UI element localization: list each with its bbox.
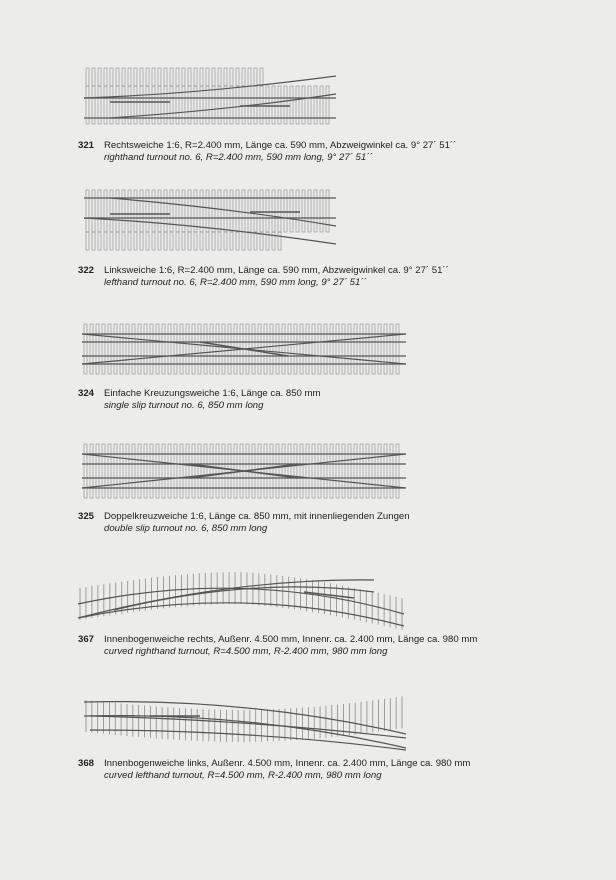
sleeper [134, 68, 137, 86]
sleeper [330, 324, 333, 374]
sleeper [138, 444, 141, 498]
rail [84, 716, 406, 748]
sleeper [194, 232, 197, 250]
sleeper [264, 324, 267, 374]
sleeper [242, 68, 245, 86]
sleeper [348, 444, 351, 498]
sleeper [384, 324, 387, 374]
sleeper [342, 444, 345, 498]
item-number: 322 [78, 265, 95, 276]
item-number: 368 [78, 758, 95, 769]
sleeper [114, 324, 117, 374]
caption-367 [78, 634, 477, 658]
sleeper [236, 68, 239, 86]
sleeper [282, 444, 285, 498]
sleeper [324, 444, 327, 498]
sleeper [276, 324, 279, 374]
sleeper [126, 444, 129, 498]
curved-right-turnout-icon [74, 570, 410, 630]
sleeper [320, 190, 323, 232]
sleeper [236, 232, 239, 250]
german-description: Innenbogenweiche links, Außenr. 4.500 mm, Innenr. ca. 2.400 mm, Länge ca. 980 mm [104, 758, 471, 769]
german-description: Rechtsweiche 1:6, R=2.400 mm, Länge ca. 590 mm, Abzweigwinkel ca. 9° 27´ 51´´ [104, 140, 457, 151]
sleeper [372, 324, 375, 374]
sleeper [234, 444, 237, 498]
sleeper [348, 324, 351, 374]
sleeper [264, 444, 267, 498]
sleeper [86, 190, 89, 232]
sleeper [116, 232, 119, 250]
sleeper [98, 68, 101, 86]
sleeper [132, 444, 135, 498]
right-turnout-icon [80, 64, 340, 130]
sleeper [300, 324, 303, 374]
sleeper [200, 190, 203, 232]
sleeper [176, 68, 179, 86]
english-description: curved righthand turnout, R=4.500 mm, R-2.400 mm, 980 mm long [104, 646, 388, 657]
sleeper [158, 190, 161, 232]
sleeper [222, 444, 225, 498]
sleeper [260, 190, 263, 232]
sleeper [396, 444, 399, 498]
sleeper [86, 232, 89, 250]
sleeper [242, 232, 245, 250]
sleeper [140, 190, 143, 232]
sleeper [128, 190, 131, 232]
sleeper [218, 68, 221, 86]
sleeper [326, 190, 329, 232]
german-description: Einfache Kreuzungsweiche 1:6, Länge ca. 850 mm [104, 388, 321, 399]
sleeper [90, 324, 93, 374]
sleeper [92, 68, 95, 86]
sleeper [294, 444, 297, 498]
double-slip-icon [80, 438, 408, 504]
sleeper [90, 444, 93, 498]
sleeper [150, 444, 153, 498]
left-turnout-icon [80, 184, 340, 254]
german-description: Linksweiche 1:6, R=2.400 mm, Länge ca. 590 mm, Abzweigwinkel ca. 9° 27´ 51´´ [104, 265, 449, 276]
sleeper [260, 232, 263, 250]
sleeper [266, 190, 269, 232]
sleeper [102, 444, 105, 498]
sleeper [212, 232, 215, 250]
sleeper [252, 444, 255, 498]
sleeper [284, 190, 287, 232]
sleeper [366, 444, 369, 498]
sleeper [324, 324, 327, 374]
sleeper [258, 324, 261, 374]
sleeper [270, 444, 273, 498]
sleeper [198, 444, 201, 498]
sleeper [278, 190, 281, 232]
sleeper [252, 324, 255, 374]
sleeper [278, 232, 281, 250]
sleeper [140, 232, 143, 250]
sleeper [206, 190, 209, 232]
sleeper [342, 324, 345, 374]
english-description: righthand turnout no. 6, R=2.400 mm, 590 mm long, 9° 27´ 51´´ [104, 152, 373, 163]
sleeper [218, 232, 221, 250]
sleeper [212, 68, 215, 86]
sleeper [312, 444, 315, 498]
caption-324 [78, 388, 321, 412]
sleeper [110, 68, 113, 86]
sleeper [150, 324, 153, 374]
sleeper [146, 232, 149, 250]
sleeper [146, 68, 149, 86]
english-description: double slip turnout no. 6, 850 mm long [104, 523, 268, 534]
sleeper [308, 190, 311, 232]
sleeper [272, 190, 275, 232]
sleeper [98, 232, 101, 250]
sleeper [116, 68, 119, 86]
sleeper [108, 324, 111, 374]
sleeper [158, 232, 161, 250]
sleeper [134, 232, 137, 250]
sleeper [174, 324, 177, 374]
sleeper [204, 324, 207, 374]
sleeper [162, 324, 165, 374]
sleeper [200, 68, 203, 86]
item-number: 367 [78, 634, 95, 645]
sleeper [210, 324, 213, 374]
sleeper [300, 444, 303, 498]
caption-325 [78, 511, 410, 535]
sleeper [378, 444, 381, 498]
sleeper [228, 324, 231, 374]
sleeper [318, 324, 321, 374]
sleeper [254, 68, 257, 86]
sleeper [120, 324, 123, 374]
sleeper [98, 190, 101, 232]
sleeper [180, 444, 183, 498]
sleeper [330, 444, 333, 498]
single-slip-icon [80, 318, 408, 380]
sleeper [110, 190, 113, 232]
sleeper [164, 232, 167, 250]
sleeper [192, 324, 195, 374]
sleeper [200, 232, 203, 250]
caption-321 [78, 140, 456, 164]
sleeper [318, 444, 321, 498]
sleeper [384, 444, 387, 498]
sleeper [102, 324, 105, 374]
sleeper [164, 190, 167, 232]
sleeper [276, 444, 279, 498]
sleeper [126, 324, 129, 374]
sleeper [360, 444, 363, 498]
english-description: lefthand turnout no. 6, R=2.400 mm, 590 mm long, 9° 27´ 51´´ [104, 277, 367, 288]
sleeper [128, 68, 131, 86]
sleeper [282, 324, 285, 374]
sleeper [132, 324, 135, 374]
sleeper [396, 324, 399, 374]
sleeper [92, 190, 95, 232]
sleeper [306, 324, 309, 374]
sleeper [92, 232, 95, 250]
sleeper [270, 324, 273, 374]
sleeper [170, 190, 173, 232]
sleeper [248, 190, 251, 232]
sleeper [228, 444, 231, 498]
item-number: 325 [78, 511, 95, 522]
sleeper [168, 324, 171, 374]
sleeper [204, 444, 207, 498]
sleeper [170, 68, 173, 86]
sleeper [296, 190, 299, 232]
sleeper [188, 68, 191, 86]
english-description: single slip turnout no. 6, 850 mm long [104, 400, 264, 411]
sleeper [114, 444, 117, 498]
sleeper [152, 232, 155, 250]
sleeper [182, 68, 185, 86]
sleeper [156, 444, 159, 498]
sleeper [192, 444, 195, 498]
sleeper [336, 444, 339, 498]
sleeper [294, 324, 297, 374]
german-description: Doppelkreuzweiche 1:6, Länge ca. 850 mm, mit innenliegenden Zungen [104, 511, 410, 522]
sleeper [366, 324, 369, 374]
sleeper [372, 444, 375, 498]
sleeper [116, 190, 119, 232]
sleeper [222, 324, 225, 374]
sleeper [248, 232, 251, 250]
sleeper [164, 68, 167, 86]
sleeper [216, 324, 219, 374]
sleeper [354, 324, 357, 374]
sleeper [234, 324, 237, 374]
sleeper [128, 232, 131, 250]
sleeper [144, 324, 147, 374]
sleeper [230, 68, 233, 86]
sleeper [162, 444, 165, 498]
sleeper [210, 444, 213, 498]
sleeper [176, 190, 179, 232]
sleeper [218, 190, 221, 232]
sleeper [390, 444, 393, 498]
sleeper [242, 190, 245, 232]
sleeper [206, 232, 209, 250]
sleeper [224, 190, 227, 232]
sleeper [170, 232, 173, 250]
sleeper [314, 190, 317, 232]
sleeper [104, 68, 107, 86]
sleeper [156, 324, 159, 374]
sleeper [146, 190, 149, 232]
sleeper [260, 68, 263, 86]
sleeper [336, 324, 339, 374]
sleeper [122, 68, 125, 86]
sleeper [194, 68, 197, 86]
sleeper [186, 324, 189, 374]
sleeper [248, 68, 251, 86]
sleeper [216, 444, 219, 498]
sleeper [174, 444, 177, 498]
sleeper [258, 444, 261, 498]
sleeper [360, 324, 363, 374]
sleeper [158, 68, 161, 86]
sleeper [110, 232, 113, 250]
sleeper [288, 444, 291, 498]
sleeper [122, 232, 125, 250]
sleeper [108, 444, 111, 498]
sleeper [104, 190, 107, 232]
sleeper [86, 68, 89, 86]
curved-left-turnout-icon [80, 690, 410, 754]
sleeper [84, 444, 87, 498]
sleeper [312, 324, 315, 374]
sleeper [134, 190, 137, 232]
sleeper [198, 324, 201, 374]
sleeper [254, 190, 257, 232]
sleeper [354, 444, 357, 498]
sleeper [188, 232, 191, 250]
sleeper [182, 232, 185, 250]
sleeper [84, 324, 87, 374]
sleeper [378, 324, 381, 374]
rail [78, 580, 374, 618]
caption-322 [78, 265, 449, 289]
sleeper [140, 68, 143, 86]
sleeper [180, 324, 183, 374]
item-number: 324 [78, 388, 95, 399]
sleeper [224, 68, 227, 86]
german-description: Innenbogenweiche rechts, Außenr. 4.500 mm, Innenr. ca. 2.400 mm, Länge ca. 980 mm [104, 634, 478, 645]
sleeper [306, 444, 309, 498]
sleeper [152, 68, 155, 86]
sleeper [212, 190, 215, 232]
sleeper [168, 444, 171, 498]
sleeper [96, 444, 99, 498]
sleeper [224, 232, 227, 250]
sleeper [254, 232, 257, 250]
item-number: 321 [78, 140, 95, 151]
sleeper [176, 232, 179, 250]
sleeper [194, 190, 197, 232]
sleeper [230, 232, 233, 250]
sleeper [152, 190, 155, 232]
sleeper [104, 232, 107, 250]
sleeper [206, 68, 209, 86]
sleeper [390, 324, 393, 374]
sleeper [120, 444, 123, 498]
sleeper [302, 190, 305, 232]
sleeper [122, 190, 125, 232]
caption-368 [78, 758, 470, 782]
english-description: curved lefthand turnout, R=4.500 mm, R-2.400 mm, 980 mm long [104, 770, 382, 781]
sleeper [96, 324, 99, 374]
sleeper [144, 444, 147, 498]
sleeper [186, 444, 189, 498]
sleeper [288, 324, 291, 374]
sleeper [290, 190, 293, 232]
sleeper [138, 324, 141, 374]
